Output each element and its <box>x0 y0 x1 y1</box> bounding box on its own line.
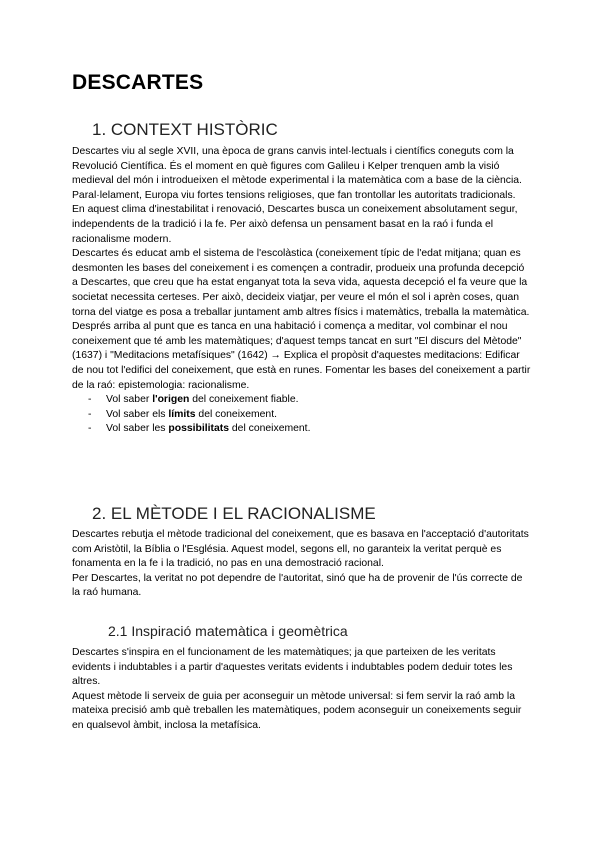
dash-bullet: - <box>88 423 92 435</box>
dash-bullet: - <box>88 394 92 406</box>
section-2-1-heading: 2.1 Inspiració matemàtica i geomètrica <box>108 623 348 639</box>
section-1-body <box>72 145 532 437</box>
paragraph: Descartes rebutja el mètode tradicional del coneixement, que es basava en l'acceptació d'autoritats com Aristòtil, la Bíblia o l'Església. Aquest model, segons ell, no garanteix la veritat perquè es fonamenta en la fe i la tradició, no pas en una demostració racional. <box>72 529 529 570</box>
document-title: DESCARTES <box>72 71 204 94</box>
paragraph: Per Descartes, la veritat no pot dependre de l'autoritat, sinó que ha de provenir de l'ús correcte de la raó humana. <box>72 572 523 599</box>
dash-bullet: - <box>88 408 92 420</box>
bullet-list <box>72 393 532 437</box>
section-2-heading: 2. EL MÈTODE I EL RACIONALISME <box>92 504 376 523</box>
paragraph: Aquest mètode li serveix de guia per aconseguir un mètode universal: si fem servir la raó amb la mateixa precisió amb què treballen les matemàtiques, podem aconseguir un coneixements seguir en qualsevol àmbit, inclosa la metafísica. <box>72 690 522 731</box>
section-2-body <box>72 528 532 601</box>
list-item: - Vol saber l'origen del coneixement fiable. <box>72 393 532 408</box>
paragraph: Descartes s'inspira en el funcionament de les matemàtiques; ja que parteixen de les veritats evidents i indubtables i a partir d'aquestes veritats evidents i indubtables podem deduir totes les altres. <box>72 647 513 688</box>
section-1-heading: 1. CONTEXT HISTÒRIC <box>92 120 278 139</box>
paragraph: En aquest clima d'inestabilitat i renovació, Descartes busca un coneixement absolutament segur, independents de la tradició i la fe. Per això defensa un pensament basat en la raó i funda el racionalisme modern. <box>72 204 518 245</box>
section-2-1-body <box>72 646 532 734</box>
paragraph: Descartes és educat amb el sistema de l'escolàstica (coneixement típic de l'edat mitjana; quan es desmonten les bases del coneixement i es començen a contradir, produeix una profunda decepció a Descartes, que creu que ha estat enganyat tota la seva vida, aquesta decepció el fa veure que la societat necessita certeses. Per això, decideix viatjar, per veure el món el sol i aprèn coses, quan torna del viatge es posa a treballar juntament amb altres físics i matemàtics, treballa la matemàtica. Després arriba al punt que es tanca en una habitació i comença a meditar, vol combinar el nou coneixement que té amb les matemàtiques; d'aquest temps tancat en surt "El discurs del Mètode" (1637) i "Meditacions metafísiques" (1642) → Explica el propòsit d'aquestes meditacions: Edificar de nou tot l'edifici del coneixement, que està en runes. Fomentar les bases del coneixement a partir de la raó: epistemologia: racionalisme. <box>72 248 531 391</box>
paragraph: Descartes viu al segle XVII, una època de grans canvis intel·lectuals i científics coneguts com la Revolució Científica. És el moment en què figures com Galileu i Kelper trenquen amb la visió medieval del món i introdueixen el mètode experimental i la matemàtica com a base de la ciència. Paral·lelament, Europa viu fortes tensions religioses, que fan trontollar les autoritats tradicionals. <box>72 146 522 201</box>
list-item: - Vol saber les possibilitats del coneixement. <box>72 422 532 437</box>
list-item: - Vol saber els límits del coneixement. <box>72 408 532 423</box>
